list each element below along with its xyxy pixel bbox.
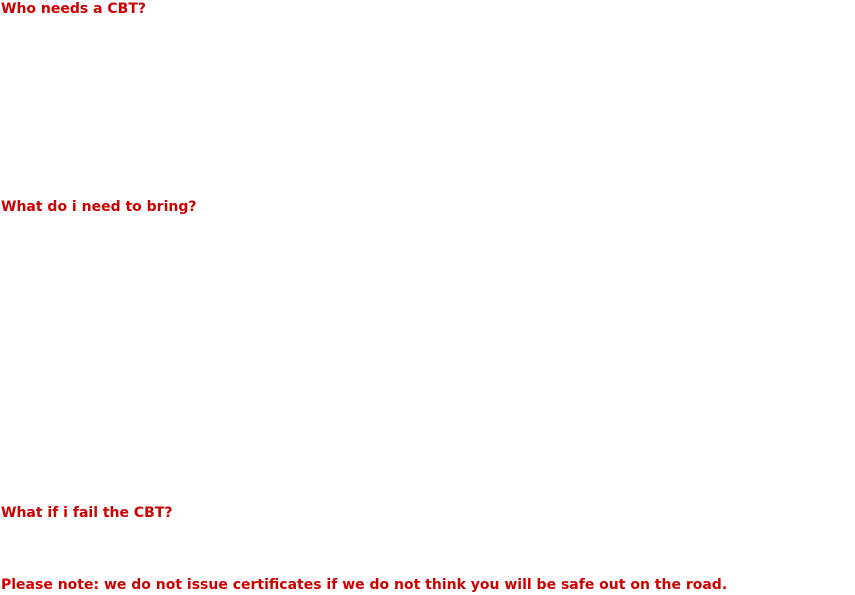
heading-fail-cbt: What if i fail the CBT?	[1, 505, 173, 521]
certificate-note: Please note: we do not issue certificates if we do not think you will be safe out on the road.	[1, 577, 728, 593]
heading-what-to-bring: What do i need to bring?	[1, 199, 197, 215]
heading-who-needs-cbt: Who needs a CBT?	[1, 1, 147, 17]
